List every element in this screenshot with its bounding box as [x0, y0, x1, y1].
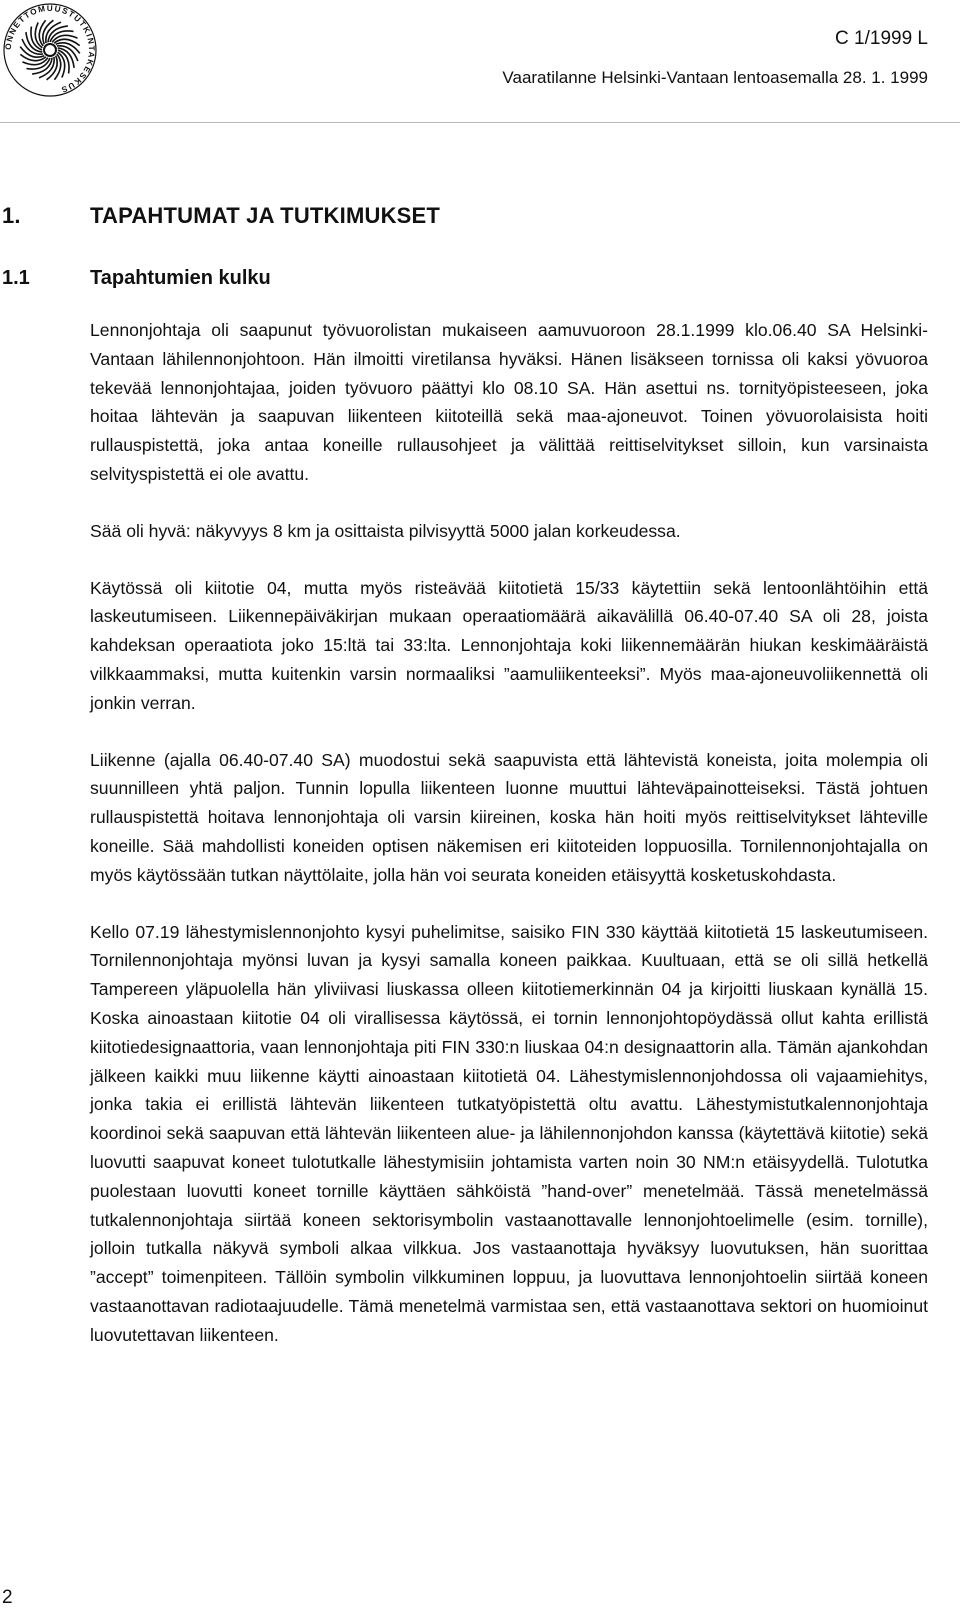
subsection-number: 1.1 [2, 267, 30, 289]
section-heading [2, 203, 440, 229]
paragraph: Käytössä oli kiitotie 04, mutta myös risteävää kiitotietä 15/33 käytettiin sekä lentoonlähtöihin että laskeutumiseen. Liikennepäiväkirjan mukaan operaatiomäärä aikavälillä 06.40-07.40 SA oli 28, joista kahdeksan operaatiota joko 15:ltä tai 33:lta. Lennonjohtaja koki liikennemäärän hiukan keskimääräistä vilkkaammaksi, mutta kuitenkin varsin normaaliksi ”aamuliikenteeksi”. Myös maa-ajoneuvoliikennettä oli jonkin verran. [90, 577, 928, 713]
agency-logo-emblem [2, 2, 98, 98]
agency-logo [2, 2, 98, 98]
paragraph: Sää oli hyvä: näkyvyys 8 km ja osittaista pilvisyyttä 5000 jalan korkeudessa. [90, 520, 681, 541]
paragraph: Liikenne (ajalla 06.40-07.40 SA) muodostui sekä saapuvista että lähtevistä koneista, joita molempia oli suunnilleen yhtä paljon. Tunnin lopulla liikenteen luonne muuttui lähteväpainotteiseksi. Tästä johtuen rullauspistettä hoitava lennonjohtaja oli varsin kiireinen, koska hän hoiti myös reittiselvitykset lähteville koneille. Sää mahdollisti koneiden optisen näkemisen eri kiitoteiden loppuosilla. Tornilennonjohtajalla on myös käytössään tutkan näyttölaite, jolla hän voi seurata koneiden etäisyyttä kosketuskohdasta. [90, 749, 928, 885]
subsection-heading [2, 267, 271, 290]
subsection-title: Tapahtumien kulku [90, 267, 271, 289]
paragraph: Lennonjohtaja oli saapunut työvuorolistan mukaiseen aamuvuoroon 28.1.1999 klo.06.40 SA Helsinki-Vantaan lähilennonjohtoon. Hän ilmoitti viretilansa hyväksi. Hänen lisäkseen tornissa oli kaksi yövuoroa tekevää lennonjohtajaa, joiden työvuoro päättyi klo 08.10 SA. Hän asettui ns. tornityöpisteeseen, joka hoitaa lähtevän ja saapuvan liikenteen kiitoteillä sekä maa-ajoneuvot. Toinen yövuorolaisista hoiti rullauspistettä, joka antaa koneille rullausohjeet ja välittää reittiselvitykset silloin, kun varsinaista selvityspistettä ei ole avattu. [90, 320, 928, 484]
section-title: TAPAHTUMAT JA TUTKIMUKSET [90, 203, 441, 228]
header-divider [0, 122, 960, 123]
report-title: Vaaratilanne Helsinki-Vantaan lentoasemalla 28. 1. 1999 [502, 68, 928, 87]
page-number: 2 [2, 1587, 13, 1608]
paragraph: Kello 07.19 lähestymislennonjohto kysyi puhelimitse, saisiko FIN 330 käyttää kiitotietä 15 laskeutumiseen. Tornilennonjohtaja myönsi luvan ja kysyi samalla koneen paikkaa. Kuultuaan, että se oli sillä hetkellä Tampereen yläpuolella hän yliviivasi liuskassa olleen kiitotiemerkinnän 04 ja kirjoitti liuskaan kynällä 15. Koska ainoastaan kiitotie 04 oli virallisessa käytössä, ei tornin lennonjohtopöydässä ollut kahta erillistä kiitotiedesignaattoria, vaan lennonjohtaja piti FIN 330:n liuskaa 04:n designaattorin alla. Tämän ajankohdan jälkeen kaikki muu liikenne käytti ainoastaan kiitotietä 04. Lähestymislennonjohdossa oli vajaamiehitys, jonka takia ei erillistä lähtevän liikenteen tutkatyöpistettä oltu avattu. Lähestymistutkalennonjohtaja koordinoi sekä saapuvan että lähtevän liikenteen alue- ja lähilennonjohdon kanssa (käytettävä kiitotie) sekä luovutti saapuvat koneet tulotutkalle lähestymisiin johtamista varten noin 30 NM:n etäisyydellä. Tulotutka puolestaan luovutti koneet tornille käyttäen sähköistä ”hand-over” menetelmää. Tässä menetelmässä tutkalennonjohtaja siirtää koneen sektorisymbolin vastaanottavalle lennonjohtoelimelle (esim. tornille), jolloin tutkalla näkyvä symboli alkaa vilkkua. Jos vastaanottaja hyväksyy luovutuksen, hän suorittaa ”accept” toimenpiteen. Tällöin symbolin vilkkuminen loppuu, ja luovuttava lennonjohtoelin siirtää koneen vastaanottavan radiotaajuudelle. Tämä menetelmä varmistaa sen, että vastaanottava sektori on huomioinut luovutettavan liikenteen. [90, 921, 928, 1345]
logo-lettering: ONNETTOMUUSTUTKINTAKESKUS [3, 3, 97, 95]
section-number: 1. [2, 203, 21, 228]
report-code: C 1/1999 L [835, 28, 928, 49]
body-text [90, 316, 928, 1378]
